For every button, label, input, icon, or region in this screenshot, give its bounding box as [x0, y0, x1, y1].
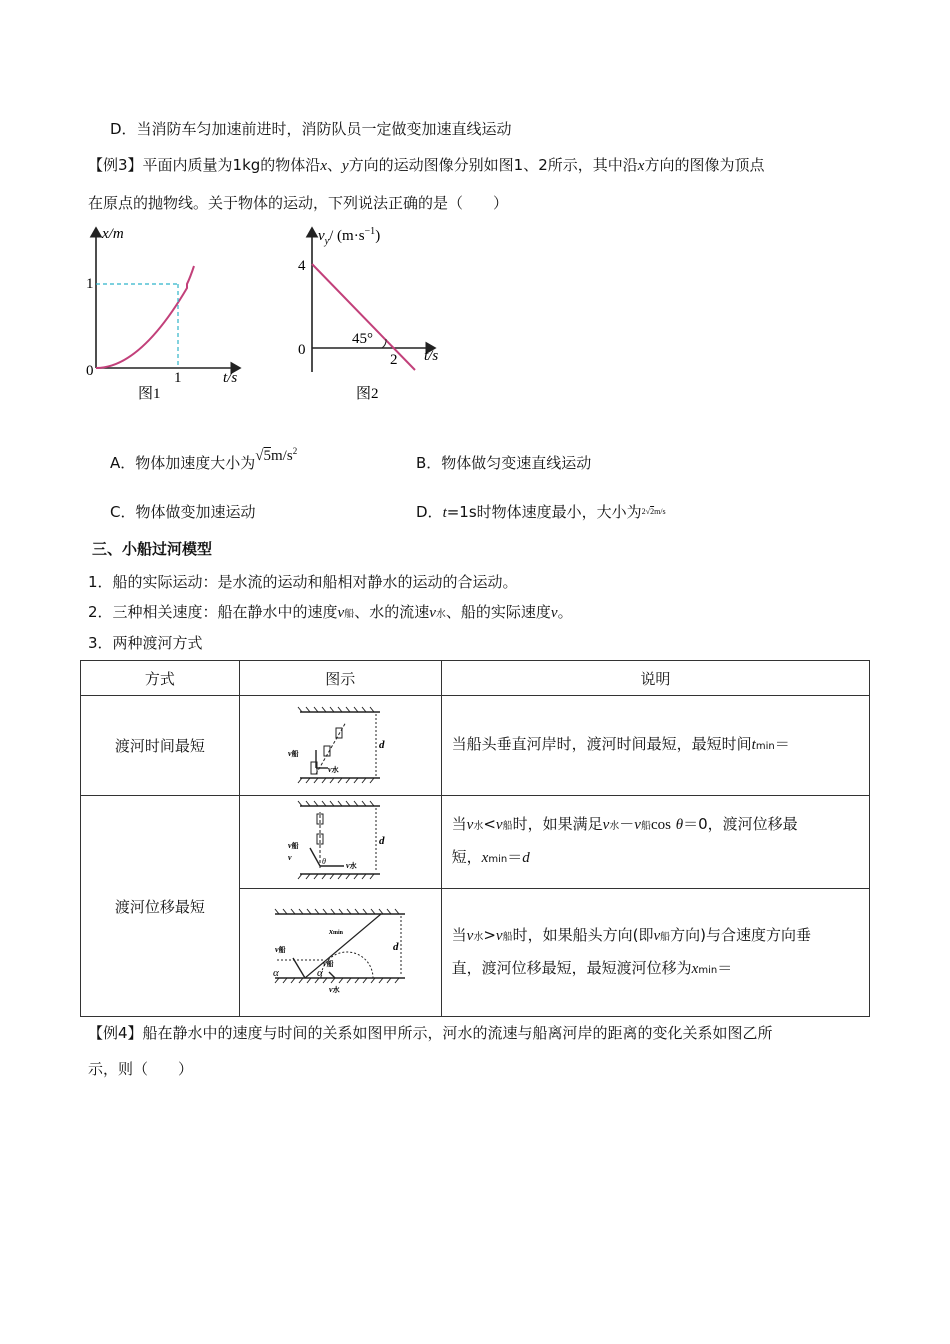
shortest-displacement-diagram-1: [280, 798, 400, 882]
fig1-caption: 图1: [138, 386, 161, 402]
option-d: D．t=1s时物体速度最小，大小为$^{2√2m/s}$: [416, 503, 666, 521]
svg-text:α: α: [317, 966, 323, 979]
svg-text:v水: v水: [328, 764, 339, 774]
row1-explanation: 当船头垂直河岸时，渡河时间最短，最短时间tmin＝: [441, 696, 869, 796]
row1-diagram: [239, 696, 441, 796]
fig2-origin: 0: [298, 342, 306, 358]
section-3-point-1: 1．船的实际运动：是水流的运动和船相对静水的运动的合运动。: [88, 573, 518, 591]
header-explanation: 说明: [441, 661, 869, 696]
fig1-xtick: 1: [174, 370, 182, 386]
svg-text:d: d: [393, 940, 399, 953]
table-row: [81, 696, 870, 796]
fig1-origin: 0: [86, 363, 94, 379]
example3-line2: 在原点的抛物线。关于物体的运动，下列说法正确的是（ ）: [88, 194, 509, 212]
svg-text:d: d: [379, 835, 385, 847]
fig2-caption: 图2: [356, 386, 379, 402]
svg-text:v船: v船: [288, 748, 299, 758]
section-3-title: 三、小船过河模型: [92, 540, 213, 558]
shortest-displacement-diagram-2: [265, 906, 415, 996]
row3-explanation: 当v水>v船时，如果船头方向(即v船方向)与合速度方向垂 直，渡河位移最短，最短渡河位移为xmin＝: [441, 889, 869, 1017]
example3-tag: 【例3】: [88, 156, 143, 174]
svg-text:v船: v船: [323, 958, 334, 968]
svg-text:v船: v船: [275, 944, 286, 954]
shortest-time-diagram: [280, 702, 400, 786]
previous-option-d: D．当消防车匀加速前进时，消防队员一定做变加速直线运动: [110, 120, 512, 138]
figure-2-vt-graph: [290, 222, 460, 407]
svg-text:xmin: xmin: [329, 926, 344, 936]
fig2-xtick: 2: [390, 352, 398, 368]
example4-tag: 【例4】: [88, 1024, 143, 1042]
row2-label: 渡河位移最短: [81, 796, 240, 1017]
figure-1-xt-graph: [80, 222, 260, 407]
section-3-point-2: 2．三种相关速度：船在静水中的速度v船、水的流速v水、船的实际速度v。: [88, 603, 573, 621]
option-a-value: $√5m/s^2$: [255, 446, 298, 464]
example3-line1: 【例3】平面内质量为1kg的物体沿x、y方向的运动图像分别如图1、2所示，其中沿x方向的图像为顶点: [88, 156, 765, 174]
option-d-value: 2√2m/s: [641, 507, 666, 516]
fig1-ytick: 1: [86, 276, 94, 292]
svg-text:v水: v水: [329, 984, 340, 994]
svg-text:d: d: [379, 738, 385, 751]
example4-line1: 【例4】船在静水中的速度与时间的关系如图甲所示，河水的流速与船离河岸的距离的变化关系如图乙所: [88, 1024, 773, 1042]
header-diagram: 图示: [239, 661, 441, 696]
svg-text:v水: v水: [346, 861, 357, 870]
svg-text:θ: θ: [322, 857, 327, 866]
row2-diagram: [239, 796, 441, 889]
option-a: A．物体加速度大小为$√5m/s^2$: [110, 446, 298, 472]
row1-label: 渡河时间最短: [81, 696, 240, 796]
fig2-ylabel: $v_y/$ $(m\cdot s^{-1})$: [318, 226, 381, 247]
fig1-xlabel: t/s: [223, 370, 238, 386]
svg-text:v: v: [288, 853, 292, 862]
option-b: B．物体做匀变速直线运动: [416, 454, 592, 472]
table-header-row: [81, 661, 870, 696]
fig2-velocity-line: [312, 264, 415, 370]
header-method: 方式: [81, 661, 240, 696]
section-3-point-3: 3．两种渡河方式: [88, 634, 203, 652]
row3-diagram: [239, 889, 441, 1017]
fig1-ylabel: x/m: [102, 226, 124, 242]
svg-text:α: α: [273, 966, 279, 979]
example4-line2: 示，则（ ）: [88, 1060, 194, 1078]
fig1-parabola-curve: [96, 266, 194, 368]
table-row: [81, 796, 870, 889]
svg-text:v船: v船: [288, 841, 299, 850]
fig2-xlabel: t/s: [424, 348, 439, 364]
option-c: C．物体做变加速运动: [110, 503, 256, 521]
row2-explanation: 当v水<v船时，如果满足v水－v船cos θ＝0，渡河位移最 短，xmin＝d: [441, 796, 869, 889]
fig2-angle-label: 45°: [352, 331, 373, 347]
fig2-ytick: 4: [298, 258, 306, 274]
river-crossing-table: [80, 660, 870, 1017]
